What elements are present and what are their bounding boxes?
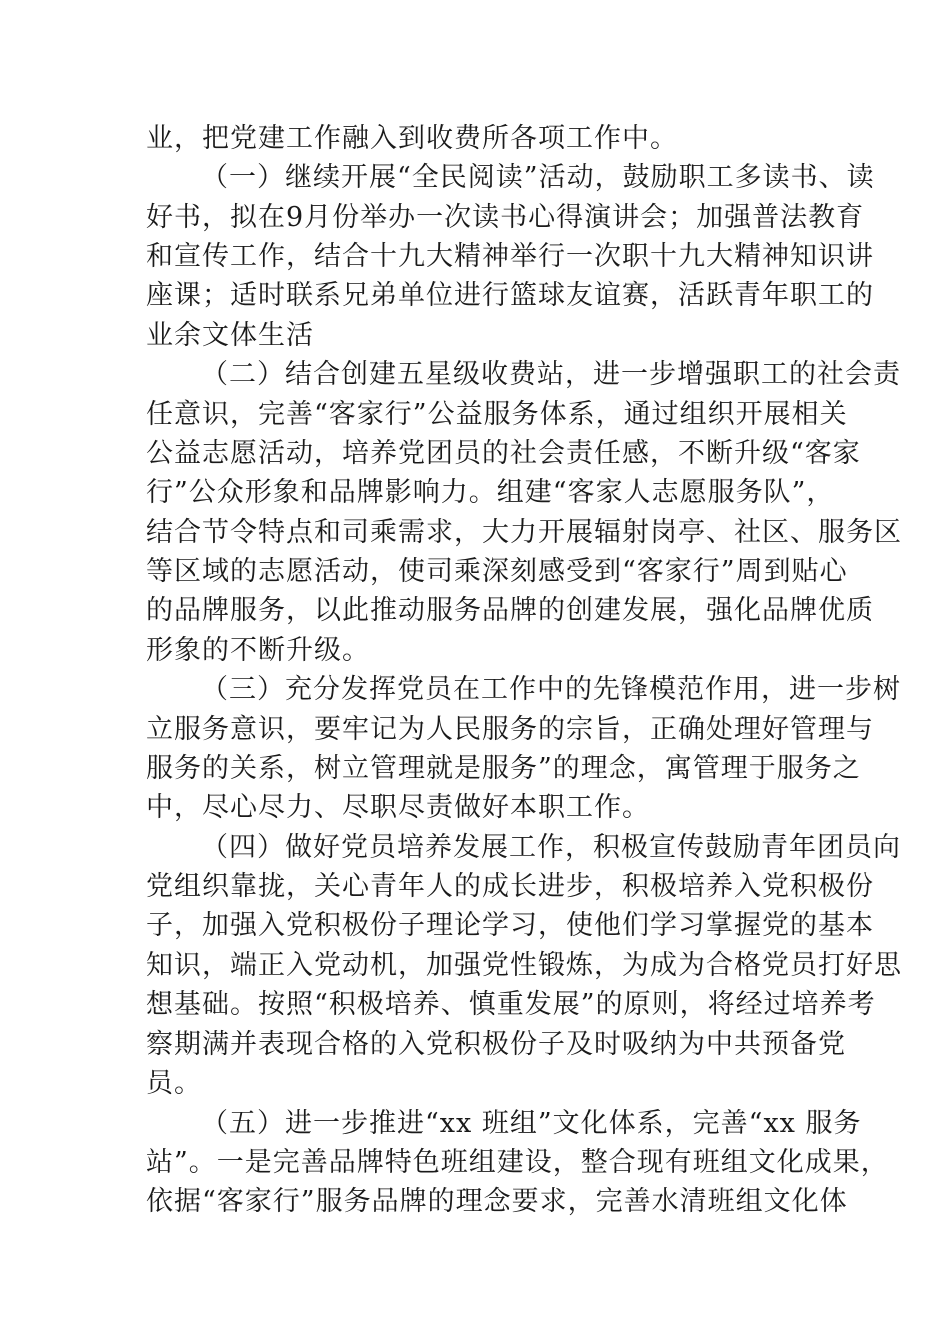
paragraph-line: 好书，拟在9月份举办一次读书心得演讲会；加强普法教育	[146, 202, 865, 233]
paragraph-line: 业，把党建工作融入到收费所各项工作中。	[146, 123, 678, 154]
paragraph-line: （五）进一步推进“xx 班组”文化体系，完善“xx 服务	[201, 1108, 862, 1139]
paragraph-line: 业余文体生活	[146, 320, 314, 351]
paragraph-line: 立服务意识，要牢记为人民服务的宗旨，正确处理好管理与	[146, 714, 874, 745]
paragraph-line: 服务的关系，树立管理就是服务”的理念，寓管理于服务之	[146, 753, 861, 784]
paragraph-line: 知识，端正入党动机，加强党性锻炼，为成为合格党员打好思	[146, 950, 902, 981]
paragraph-line: （一）继续开展“全民阅读”活动，鼓励职工多读书、读	[201, 162, 875, 193]
paragraph-line: 行”公众形象和品牌影响力。组建“客家人志愿服务队”，	[146, 477, 835, 508]
paragraph-line: 中，尽心尽力、尽职尽责做好本职工作。	[146, 792, 650, 823]
paragraph-line: 依据“客家行”服务品牌的理念要求，完善水清班组文化体	[146, 1186, 848, 1217]
paragraph-line: 形象的不断升级。	[146, 635, 370, 666]
paragraph-line: （三）充分发挥党员在工作中的先锋模范作用，进一步树	[201, 674, 901, 705]
paragraph-line: 想基础。按照“积极培养、慎重发展”的原则，将经过培养考	[146, 989, 876, 1020]
paragraph-line: 任意识，完善“客家行”公益服务体系，通过组织开展相关	[146, 399, 848, 430]
paragraph-line: 座课；适时联系兄弟单位进行篮球友谊赛，活跃青年职工的	[146, 280, 874, 311]
paragraph-line: （二）结合创建五星级收费站，进一步增强职工的社会责	[201, 359, 901, 390]
paragraph-line: 的品牌服务，以此推动服务品牌的创建发展，强化品牌优质	[146, 595, 874, 626]
paragraph-line: 子，加强入党积极份子理论学习，使他们学习掌握党的基本	[146, 910, 874, 941]
paragraph-line: 察期满并表现合格的入党积极份子及时吸纳为中共预备党	[146, 1029, 846, 1060]
paragraph-line: 站”。一是完善品牌特色班组建设，整合现有班组文化成果，	[146, 1147, 889, 1178]
paragraph-line: 结合节令特点和司乘需求，大力开展辐射岗亭、社区、服务区	[146, 517, 902, 548]
paragraph-line: 员。	[146, 1068, 202, 1099]
paragraph-line: 党组织靠拢，关心青年人的成长进步，积极培养入党积极份	[146, 871, 874, 902]
paragraph-line: （四）做好党员培养发展工作，积极宣传鼓励青年团员向	[201, 832, 901, 863]
paragraph-line: 和宣传工作，结合十九大精神举行一次职十九大精神知识讲	[146, 241, 874, 272]
paragraph-line: 公益志愿活动，培养党团员的社会责任感，不断升级“客家	[146, 438, 861, 469]
paragraph-line: 等区域的志愿活动，使司乘深刻感受到“客家行”周到贴心	[146, 556, 848, 587]
